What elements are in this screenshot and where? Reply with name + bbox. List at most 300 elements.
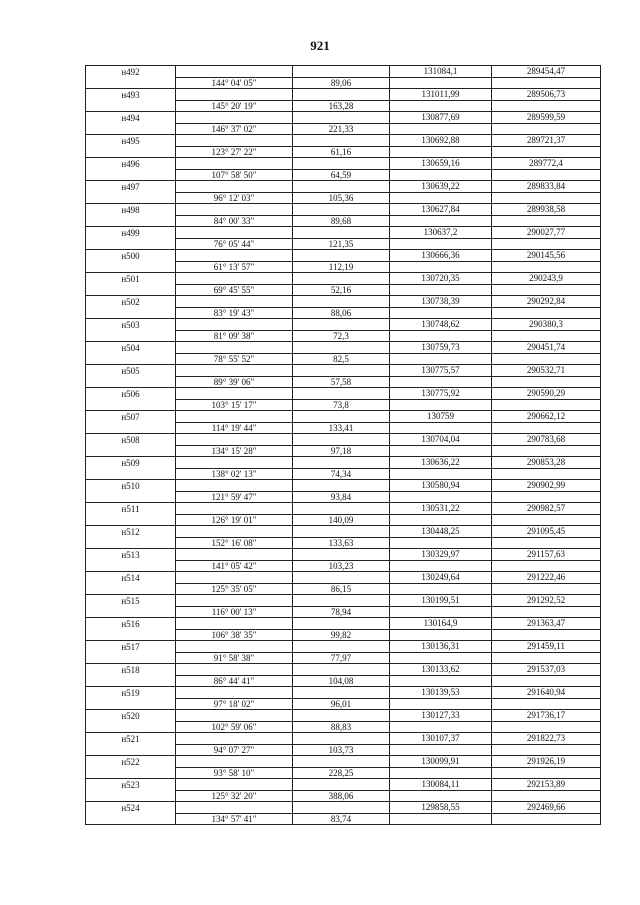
point-name-cell: н498 <box>86 204 176 216</box>
y-coordinate-cell: 289833,84 <box>492 181 601 193</box>
point-name-cell: н511 <box>86 503 176 515</box>
empty-cell <box>293 365 390 377</box>
empty-cell <box>293 503 390 515</box>
point-name-cell: н506 <box>86 388 176 400</box>
distance-cell: 74,34 <box>293 468 390 480</box>
empty-cell <box>390 215 492 227</box>
y-coordinate-cell: 289599,59 <box>492 112 601 124</box>
x-coordinate-cell: 130704,04 <box>390 434 492 446</box>
y-coordinate-cell: 289772,4 <box>492 158 601 170</box>
empty-cell <box>176 802 293 814</box>
empty-cell <box>293 204 390 216</box>
empty-cell <box>492 744 601 756</box>
point-name-cell: н516 <box>86 618 176 630</box>
bearing-angle-cell: 89° 39' 06" <box>176 376 293 388</box>
x-coordinate-cell: 130164,9 <box>390 618 492 630</box>
point-row <box>86 503 601 515</box>
y-coordinate-cell: 291822,73 <box>492 733 601 745</box>
x-coordinate-cell: 130637,2 <box>390 227 492 239</box>
empty-cell <box>293 227 390 239</box>
empty-cell <box>176 250 293 262</box>
distance-cell: 104,08 <box>293 675 390 687</box>
empty-cell <box>86 123 176 135</box>
empty-cell <box>293 526 390 538</box>
empty-cell <box>293 181 390 193</box>
y-coordinate-cell: 289506,73 <box>492 89 601 101</box>
empty-cell <box>492 169 601 181</box>
point-row <box>86 664 601 676</box>
bearing-angle-cell: 144° 04' 05" <box>176 77 293 89</box>
empty-cell <box>293 112 390 124</box>
distance-cell: 112,19 <box>293 261 390 273</box>
distance-cell: 52,16 <box>293 284 390 296</box>
bearing-angle-cell: 134° 15' 28" <box>176 445 293 457</box>
point-row <box>86 388 601 400</box>
x-coordinate-cell: 130127,33 <box>390 710 492 722</box>
empty-cell <box>86 238 176 250</box>
empty-cell <box>176 664 293 676</box>
bearing-angle-cell: 94° 07' 27" <box>176 744 293 756</box>
point-row <box>86 572 601 584</box>
distance-cell: 88,83 <box>293 721 390 733</box>
empty-cell <box>293 664 390 676</box>
empty-cell <box>293 756 390 768</box>
point-row <box>86 756 601 768</box>
x-coordinate-cell: 130775,92 <box>390 388 492 400</box>
empty-cell <box>176 135 293 147</box>
empty-cell <box>492 330 601 342</box>
empty-cell <box>86 146 176 158</box>
empty-cell <box>492 491 601 503</box>
x-coordinate-cell: 130627,84 <box>390 204 492 216</box>
empty-cell <box>390 100 492 112</box>
bearing-angle-cell: 125° 35' 05" <box>176 583 293 595</box>
empty-cell <box>176 411 293 423</box>
x-coordinate-cell: 130448,25 <box>390 526 492 538</box>
empty-cell <box>176 503 293 515</box>
empty-cell <box>492 192 601 204</box>
segment-row <box>86 422 601 434</box>
empty-cell <box>390 629 492 641</box>
distance-cell: 228,25 <box>293 767 390 779</box>
distance-cell: 88,06 <box>293 307 390 319</box>
segment-row <box>86 537 601 549</box>
point-name-cell: н513 <box>86 549 176 561</box>
distance-cell: 89,68 <box>293 215 390 227</box>
empty-cell <box>390 307 492 319</box>
point-name-cell: н495 <box>86 135 176 147</box>
coordinates-table-body <box>86 66 601 825</box>
distance-cell: 163,28 <box>293 100 390 112</box>
segment-row <box>86 514 601 526</box>
bearing-angle-cell: 141° 05' 42" <box>176 560 293 572</box>
bearing-angle-cell: 96° 12' 03" <box>176 192 293 204</box>
segment-row <box>86 583 601 595</box>
empty-cell <box>492 721 601 733</box>
empty-cell <box>390 284 492 296</box>
point-name-cell: н524 <box>86 802 176 814</box>
segment-row <box>86 744 601 756</box>
y-coordinate-cell: 291537,03 <box>492 664 601 676</box>
empty-cell <box>293 572 390 584</box>
empty-cell <box>492 652 601 664</box>
empty-cell <box>86 100 176 112</box>
point-row <box>86 89 601 101</box>
empty-cell <box>293 779 390 791</box>
empty-cell <box>492 813 601 825</box>
x-coordinate-cell: 130084,11 <box>390 779 492 791</box>
segment-row <box>86 767 601 779</box>
x-coordinate-cell: 131011,99 <box>390 89 492 101</box>
empty-cell <box>176 365 293 377</box>
point-row <box>86 802 601 814</box>
empty-cell <box>86 537 176 549</box>
empty-cell <box>86 261 176 273</box>
x-coordinate-cell: 130580,94 <box>390 480 492 492</box>
empty-cell <box>293 158 390 170</box>
point-row <box>86 250 601 262</box>
y-coordinate-cell: 291736,17 <box>492 710 601 722</box>
bearing-angle-cell: 86° 44' 41" <box>176 675 293 687</box>
distance-cell: 89,06 <box>293 77 390 89</box>
empty-cell <box>492 215 601 227</box>
distance-cell: 133,41 <box>293 422 390 434</box>
point-row <box>86 296 601 308</box>
empty-cell <box>293 250 390 262</box>
bearing-angle-cell: 97° 18' 02" <box>176 698 293 710</box>
empty-cell <box>86 629 176 641</box>
segment-row <box>86 330 601 342</box>
bearing-angle-cell: 103° 15' 17" <box>176 399 293 411</box>
segment-row <box>86 652 601 664</box>
empty-cell <box>176 112 293 124</box>
empty-cell <box>390 123 492 135</box>
empty-cell <box>176 687 293 699</box>
bearing-angle-cell: 146° 37' 02" <box>176 123 293 135</box>
point-row <box>86 66 601 78</box>
bearing-angle-cell: 102° 59' 06" <box>176 721 293 733</box>
point-name-cell: н519 <box>86 687 176 699</box>
distance-cell: 57,58 <box>293 376 390 388</box>
x-coordinate-cell: 130133,62 <box>390 664 492 676</box>
empty-cell <box>492 261 601 273</box>
point-name-cell: н502 <box>86 296 176 308</box>
empty-cell <box>492 606 601 618</box>
x-coordinate-cell: 130099,91 <box>390 756 492 768</box>
empty-cell <box>293 710 390 722</box>
bearing-angle-cell: 61° 13' 57" <box>176 261 293 273</box>
y-coordinate-cell: 291222,46 <box>492 572 601 584</box>
distance-cell: 99,82 <box>293 629 390 641</box>
empty-cell <box>492 123 601 135</box>
point-row <box>86 411 601 423</box>
distance-cell: 121,35 <box>293 238 390 250</box>
empty-cell <box>492 353 601 365</box>
empty-cell <box>86 353 176 365</box>
point-name-cell: н520 <box>86 710 176 722</box>
distance-cell: 103,73 <box>293 744 390 756</box>
empty-cell <box>86 744 176 756</box>
page-number: 921 <box>310 38 330 53</box>
empty-cell <box>86 675 176 687</box>
empty-cell <box>86 813 176 825</box>
x-coordinate-cell: 130720,35 <box>390 273 492 285</box>
y-coordinate-cell: 292153,89 <box>492 779 601 791</box>
bearing-angle-cell: 116° 00' 13" <box>176 606 293 618</box>
point-row <box>86 733 601 745</box>
point-row <box>86 710 601 722</box>
empty-cell <box>390 192 492 204</box>
empty-cell <box>293 802 390 814</box>
segment-row <box>86 353 601 365</box>
empty-cell <box>390 744 492 756</box>
empty-cell <box>390 491 492 503</box>
empty-cell <box>176 388 293 400</box>
empty-cell <box>176 434 293 446</box>
y-coordinate-cell: 291640,94 <box>492 687 601 699</box>
empty-cell <box>176 756 293 768</box>
empty-cell <box>390 537 492 549</box>
y-coordinate-cell: 291095,45 <box>492 526 601 538</box>
point-name-cell: н504 <box>86 342 176 354</box>
empty-cell <box>293 319 390 331</box>
empty-cell <box>86 468 176 480</box>
point-row <box>86 112 601 124</box>
point-name-cell: н492 <box>86 66 176 78</box>
empty-cell <box>390 376 492 388</box>
empty-cell <box>293 388 390 400</box>
y-coordinate-cell: 290145,56 <box>492 250 601 262</box>
x-coordinate-cell: 130639,22 <box>390 181 492 193</box>
empty-cell <box>293 549 390 561</box>
segment-row <box>86 445 601 457</box>
empty-cell <box>293 595 390 607</box>
segment-row <box>86 284 601 296</box>
point-row <box>86 779 601 791</box>
y-coordinate-cell: 290292,84 <box>492 296 601 308</box>
empty-cell <box>492 376 601 388</box>
distance-cell: 93,84 <box>293 491 390 503</box>
segment-row <box>86 790 601 802</box>
point-name-cell: н514 <box>86 572 176 584</box>
empty-cell <box>390 169 492 181</box>
x-coordinate-cell: 130666,36 <box>390 250 492 262</box>
empty-cell <box>176 181 293 193</box>
empty-cell <box>390 468 492 480</box>
bearing-angle-cell: 78° 55' 52" <box>176 353 293 365</box>
point-row <box>86 641 601 653</box>
point-name-cell: н496 <box>86 158 176 170</box>
empty-cell <box>86 721 176 733</box>
point-name-cell: н518 <box>86 664 176 676</box>
empty-cell <box>86 767 176 779</box>
empty-cell <box>492 284 601 296</box>
distance-cell: 73,8 <box>293 399 390 411</box>
distance-cell: 140,09 <box>293 514 390 526</box>
empty-cell <box>86 192 176 204</box>
bearing-angle-cell: 76° 05' 44" <box>176 238 293 250</box>
point-name-cell: н509 <box>86 457 176 469</box>
bearing-angle-cell: 84° 00' 33" <box>176 215 293 227</box>
y-coordinate-cell: 290590,29 <box>492 388 601 400</box>
empty-cell <box>492 468 601 480</box>
distance-cell: 96,01 <box>293 698 390 710</box>
point-name-cell: н503 <box>86 319 176 331</box>
point-name-cell: н515 <box>86 595 176 607</box>
empty-cell <box>176 227 293 239</box>
bearing-angle-cell: 152° 16' 08" <box>176 537 293 549</box>
empty-cell <box>176 204 293 216</box>
empty-cell <box>86 606 176 618</box>
bearing-angle-cell: 91° 58' 38" <box>176 652 293 664</box>
empty-cell <box>492 146 601 158</box>
empty-cell <box>293 733 390 745</box>
x-coordinate-cell: 130659,16 <box>390 158 492 170</box>
empty-cell <box>86 284 176 296</box>
distance-cell: 133,63 <box>293 537 390 549</box>
y-coordinate-cell: 290982,57 <box>492 503 601 515</box>
segment-row <box>86 491 601 503</box>
empty-cell <box>86 445 176 457</box>
empty-cell <box>86 399 176 411</box>
point-row <box>86 181 601 193</box>
x-coordinate-cell: 130738,39 <box>390 296 492 308</box>
bearing-angle-cell: 106° 38' 35" <box>176 629 293 641</box>
x-coordinate-cell: 130759 <box>390 411 492 423</box>
empty-cell <box>86 376 176 388</box>
empty-cell <box>492 560 601 572</box>
empty-cell <box>492 445 601 457</box>
empty-cell <box>86 422 176 434</box>
point-row <box>86 365 601 377</box>
distance-cell: 86,15 <box>293 583 390 595</box>
bearing-angle-cell: 145° 20' 19" <box>176 100 293 112</box>
y-coordinate-cell: 291459,11 <box>492 641 601 653</box>
segment-row <box>86 238 601 250</box>
point-row <box>86 342 601 354</box>
empty-cell <box>390 330 492 342</box>
bearing-angle-cell: 83° 19' 43" <box>176 307 293 319</box>
point-row <box>86 618 601 630</box>
empty-cell <box>176 526 293 538</box>
segment-row <box>86 813 601 825</box>
empty-cell <box>176 710 293 722</box>
distance-cell: 105,36 <box>293 192 390 204</box>
point-row <box>86 526 601 538</box>
point-row <box>86 434 601 446</box>
point-row <box>86 227 601 239</box>
empty-cell <box>176 319 293 331</box>
segment-row <box>86 698 601 710</box>
point-row <box>86 158 601 170</box>
bearing-angle-cell: 125° 32' 20" <box>176 790 293 802</box>
empty-cell <box>293 89 390 101</box>
empty-cell <box>176 779 293 791</box>
x-coordinate-cell: 130636,22 <box>390 457 492 469</box>
distance-cell: 77,97 <box>293 652 390 664</box>
empty-cell <box>176 549 293 561</box>
segment-row <box>86 123 601 135</box>
empty-cell <box>390 445 492 457</box>
point-row <box>86 273 601 285</box>
empty-cell <box>293 273 390 285</box>
y-coordinate-cell: 290662,12 <box>492 411 601 423</box>
y-coordinate-cell: 290532,71 <box>492 365 601 377</box>
point-name-cell: н508 <box>86 434 176 446</box>
bearing-angle-cell: 81° 09' 38" <box>176 330 293 342</box>
bearing-angle-cell: 114° 19' 44" <box>176 422 293 434</box>
y-coordinate-cell: 289721,37 <box>492 135 601 147</box>
empty-cell <box>390 261 492 273</box>
empty-cell <box>176 158 293 170</box>
distance-cell: 83,74 <box>293 813 390 825</box>
distance-cell: 78,94 <box>293 606 390 618</box>
point-row <box>86 480 601 492</box>
x-coordinate-cell: 129858,55 <box>390 802 492 814</box>
distance-cell: 97,18 <box>293 445 390 457</box>
point-name-cell: н517 <box>86 641 176 653</box>
empty-cell <box>492 238 601 250</box>
point-name-cell: н512 <box>86 526 176 538</box>
empty-cell <box>86 330 176 342</box>
distance-cell: 82,5 <box>293 353 390 365</box>
x-coordinate-cell: 130877,69 <box>390 112 492 124</box>
point-name-cell: н501 <box>86 273 176 285</box>
x-coordinate-cell: 130136,31 <box>390 641 492 653</box>
point-name-cell: н499 <box>86 227 176 239</box>
segment-row <box>86 169 601 181</box>
x-coordinate-cell: 130107,37 <box>390 733 492 745</box>
empty-cell <box>390 146 492 158</box>
point-name-cell: н494 <box>86 112 176 124</box>
empty-cell <box>390 698 492 710</box>
empty-cell <box>390 399 492 411</box>
bearing-angle-cell: 93° 58' 10" <box>176 767 293 779</box>
empty-cell <box>176 572 293 584</box>
x-coordinate-cell: 130329,97 <box>390 549 492 561</box>
bearing-angle-cell: 134° 57' 41" <box>176 813 293 825</box>
empty-cell <box>390 238 492 250</box>
x-coordinate-cell: 130692,88 <box>390 135 492 147</box>
segment-row <box>86 376 601 388</box>
point-row <box>86 457 601 469</box>
empty-cell <box>86 215 176 227</box>
empty-cell <box>86 514 176 526</box>
empty-cell <box>293 618 390 630</box>
empty-cell <box>86 698 176 710</box>
bearing-angle-cell: 126° 19' 01" <box>176 514 293 526</box>
empty-cell <box>390 675 492 687</box>
empty-cell <box>176 733 293 745</box>
point-name-cell: н521 <box>86 733 176 745</box>
segment-row <box>86 468 601 480</box>
point-name-cell: н522 <box>86 756 176 768</box>
x-coordinate-cell: 130139,53 <box>390 687 492 699</box>
y-coordinate-cell: 290243,9 <box>492 273 601 285</box>
point-row <box>86 687 601 699</box>
y-coordinate-cell: 291363,47 <box>492 618 601 630</box>
empty-cell <box>176 480 293 492</box>
segment-row <box>86 560 601 572</box>
empty-cell <box>293 457 390 469</box>
empty-cell <box>492 307 601 319</box>
x-coordinate-cell: 131084,1 <box>390 66 492 78</box>
segment-row <box>86 77 601 89</box>
x-coordinate-cell: 130199,51 <box>390 595 492 607</box>
empty-cell <box>492 698 601 710</box>
distance-cell: 72,3 <box>293 330 390 342</box>
x-coordinate-cell: 130531,22 <box>390 503 492 515</box>
